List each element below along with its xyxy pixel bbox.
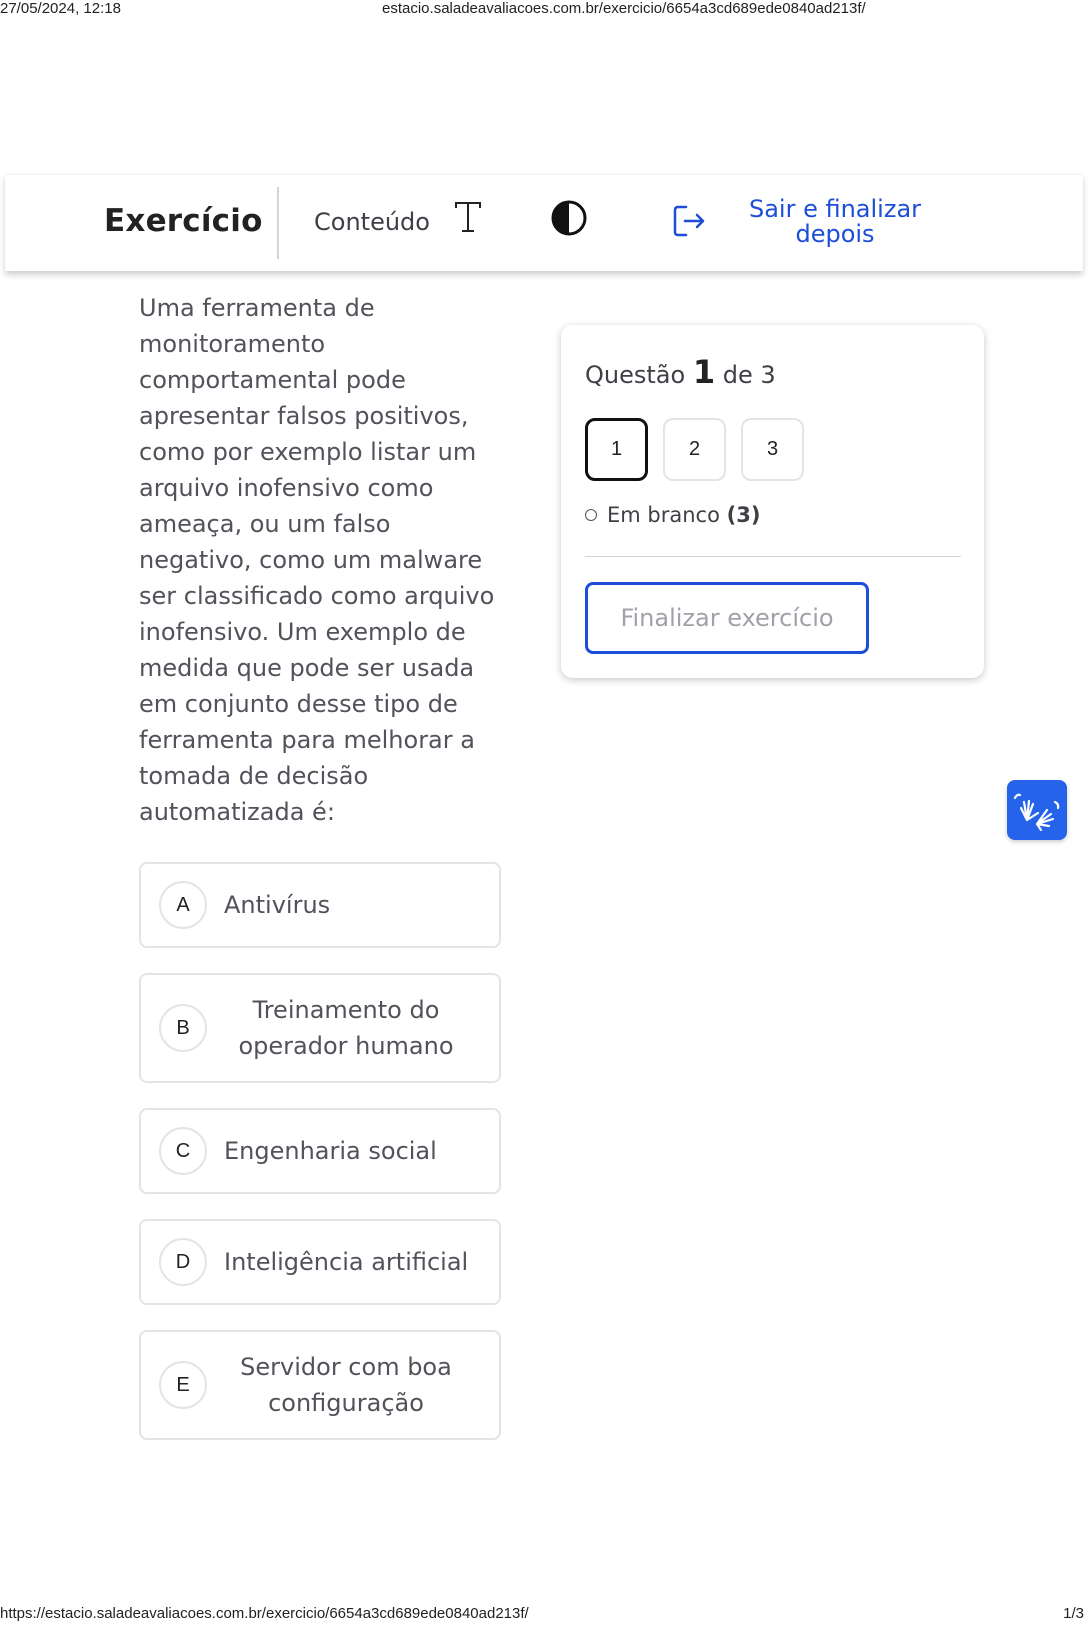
alternative-text-line: Inteligência artificial — [224, 1248, 469, 1276]
print-datetime: 27/05/2024, 12:18 — [0, 0, 121, 17]
alternative-b[interactable] — [139, 973, 501, 1083]
alternative-text — [224, 887, 330, 923]
print-footer-url: https://estacio.saladeavaliacoes.com.br/exercicio/6654a3cd689ede0840ad213f/ — [0, 1605, 529, 1622]
exit-icon[interactable] — [672, 203, 708, 239]
alternative-text-line: Antivírus — [224, 891, 331, 919]
alternative-c[interactable] — [139, 1108, 501, 1194]
question-text: Uma ferramenta de monitoramento comportamental pode apresentar falsos positivos, como por exemplo listar um arquivo inofensivo como ameaça, ou um falso negativo, como um malware ser classificado como arquivo inofensivo. Um exemplo de medida que pode ser usada em conjunto desse tipo de ferramenta para melhorar a tomada de decisão automatizada é: — [139, 294, 495, 826]
alternative-d[interactable] — [139, 1219, 501, 1305]
current-question-number: 1 — [692, 353, 716, 391]
alternative-letter: E — [159, 1361, 207, 1409]
question-navigator-panel — [561, 325, 984, 678]
total-questions-label: de 3 — [722, 361, 776, 389]
sign-language-accessibility-button[interactable] — [1007, 780, 1067, 840]
question-nav-button-3[interactable]: 3 — [741, 418, 804, 481]
blank-status — [585, 503, 760, 527]
alternative-text — [221, 992, 471, 1064]
top-bar — [5, 175, 1083, 271]
alternative-text-line: Servidor com boa — [240, 1353, 452, 1381]
alternative-text — [221, 1349, 471, 1421]
questao-label: Questão — [585, 361, 686, 389]
alternative-letter: A — [159, 881, 207, 929]
content-button[interactable]: Conteúdo — [314, 208, 430, 236]
alternative-text — [224, 1244, 468, 1280]
exit-link-line2: depois — [795, 220, 875, 248]
panel-divider — [585, 556, 961, 557]
question-counter — [585, 353, 776, 391]
alternative-text-line: operador humano — [238, 1032, 454, 1060]
alternative-letter: D — [159, 1238, 207, 1286]
question-nav-button-1[interactable]: 1 — [585, 418, 648, 481]
exit-link-line1: Sair e finalizar — [748, 195, 922, 223]
blank-label: Em branco — [607, 503, 720, 527]
exit-and-finish-later-link[interactable] — [735, 197, 935, 247]
blank-count: (3) — [726, 503, 761, 527]
alternative-e[interactable] — [139, 1330, 501, 1440]
contrast-icon[interactable] — [550, 199, 588, 237]
alternative-text — [224, 1133, 437, 1169]
alternative-a[interactable] — [139, 862, 501, 948]
alternative-text-line: Treinamento do — [252, 996, 440, 1024]
hands-icon — [1007, 780, 1067, 840]
finish-exercise-button[interactable]: Finalizar exercício — [585, 582, 869, 654]
alternative-text-line: Engenharia social — [224, 1137, 437, 1165]
circle-icon — [585, 509, 597, 521]
alternative-letter: B — [159, 1004, 207, 1052]
topbar-divider — [277, 187, 279, 259]
print-url: estacio.saladeavaliacoes.com.br/exercicio/6654a3cd689ede0840ad213f/ — [382, 0, 866, 17]
question-nav-button-2[interactable]: 2 — [663, 418, 726, 481]
font-size-icon[interactable] — [453, 199, 483, 237]
alternative-text-line: configuração — [268, 1389, 424, 1417]
alternative-letter: C — [159, 1127, 207, 1175]
page-title: Exercício — [104, 203, 263, 239]
print-page-number: 1/3 — [1063, 1605, 1084, 1622]
